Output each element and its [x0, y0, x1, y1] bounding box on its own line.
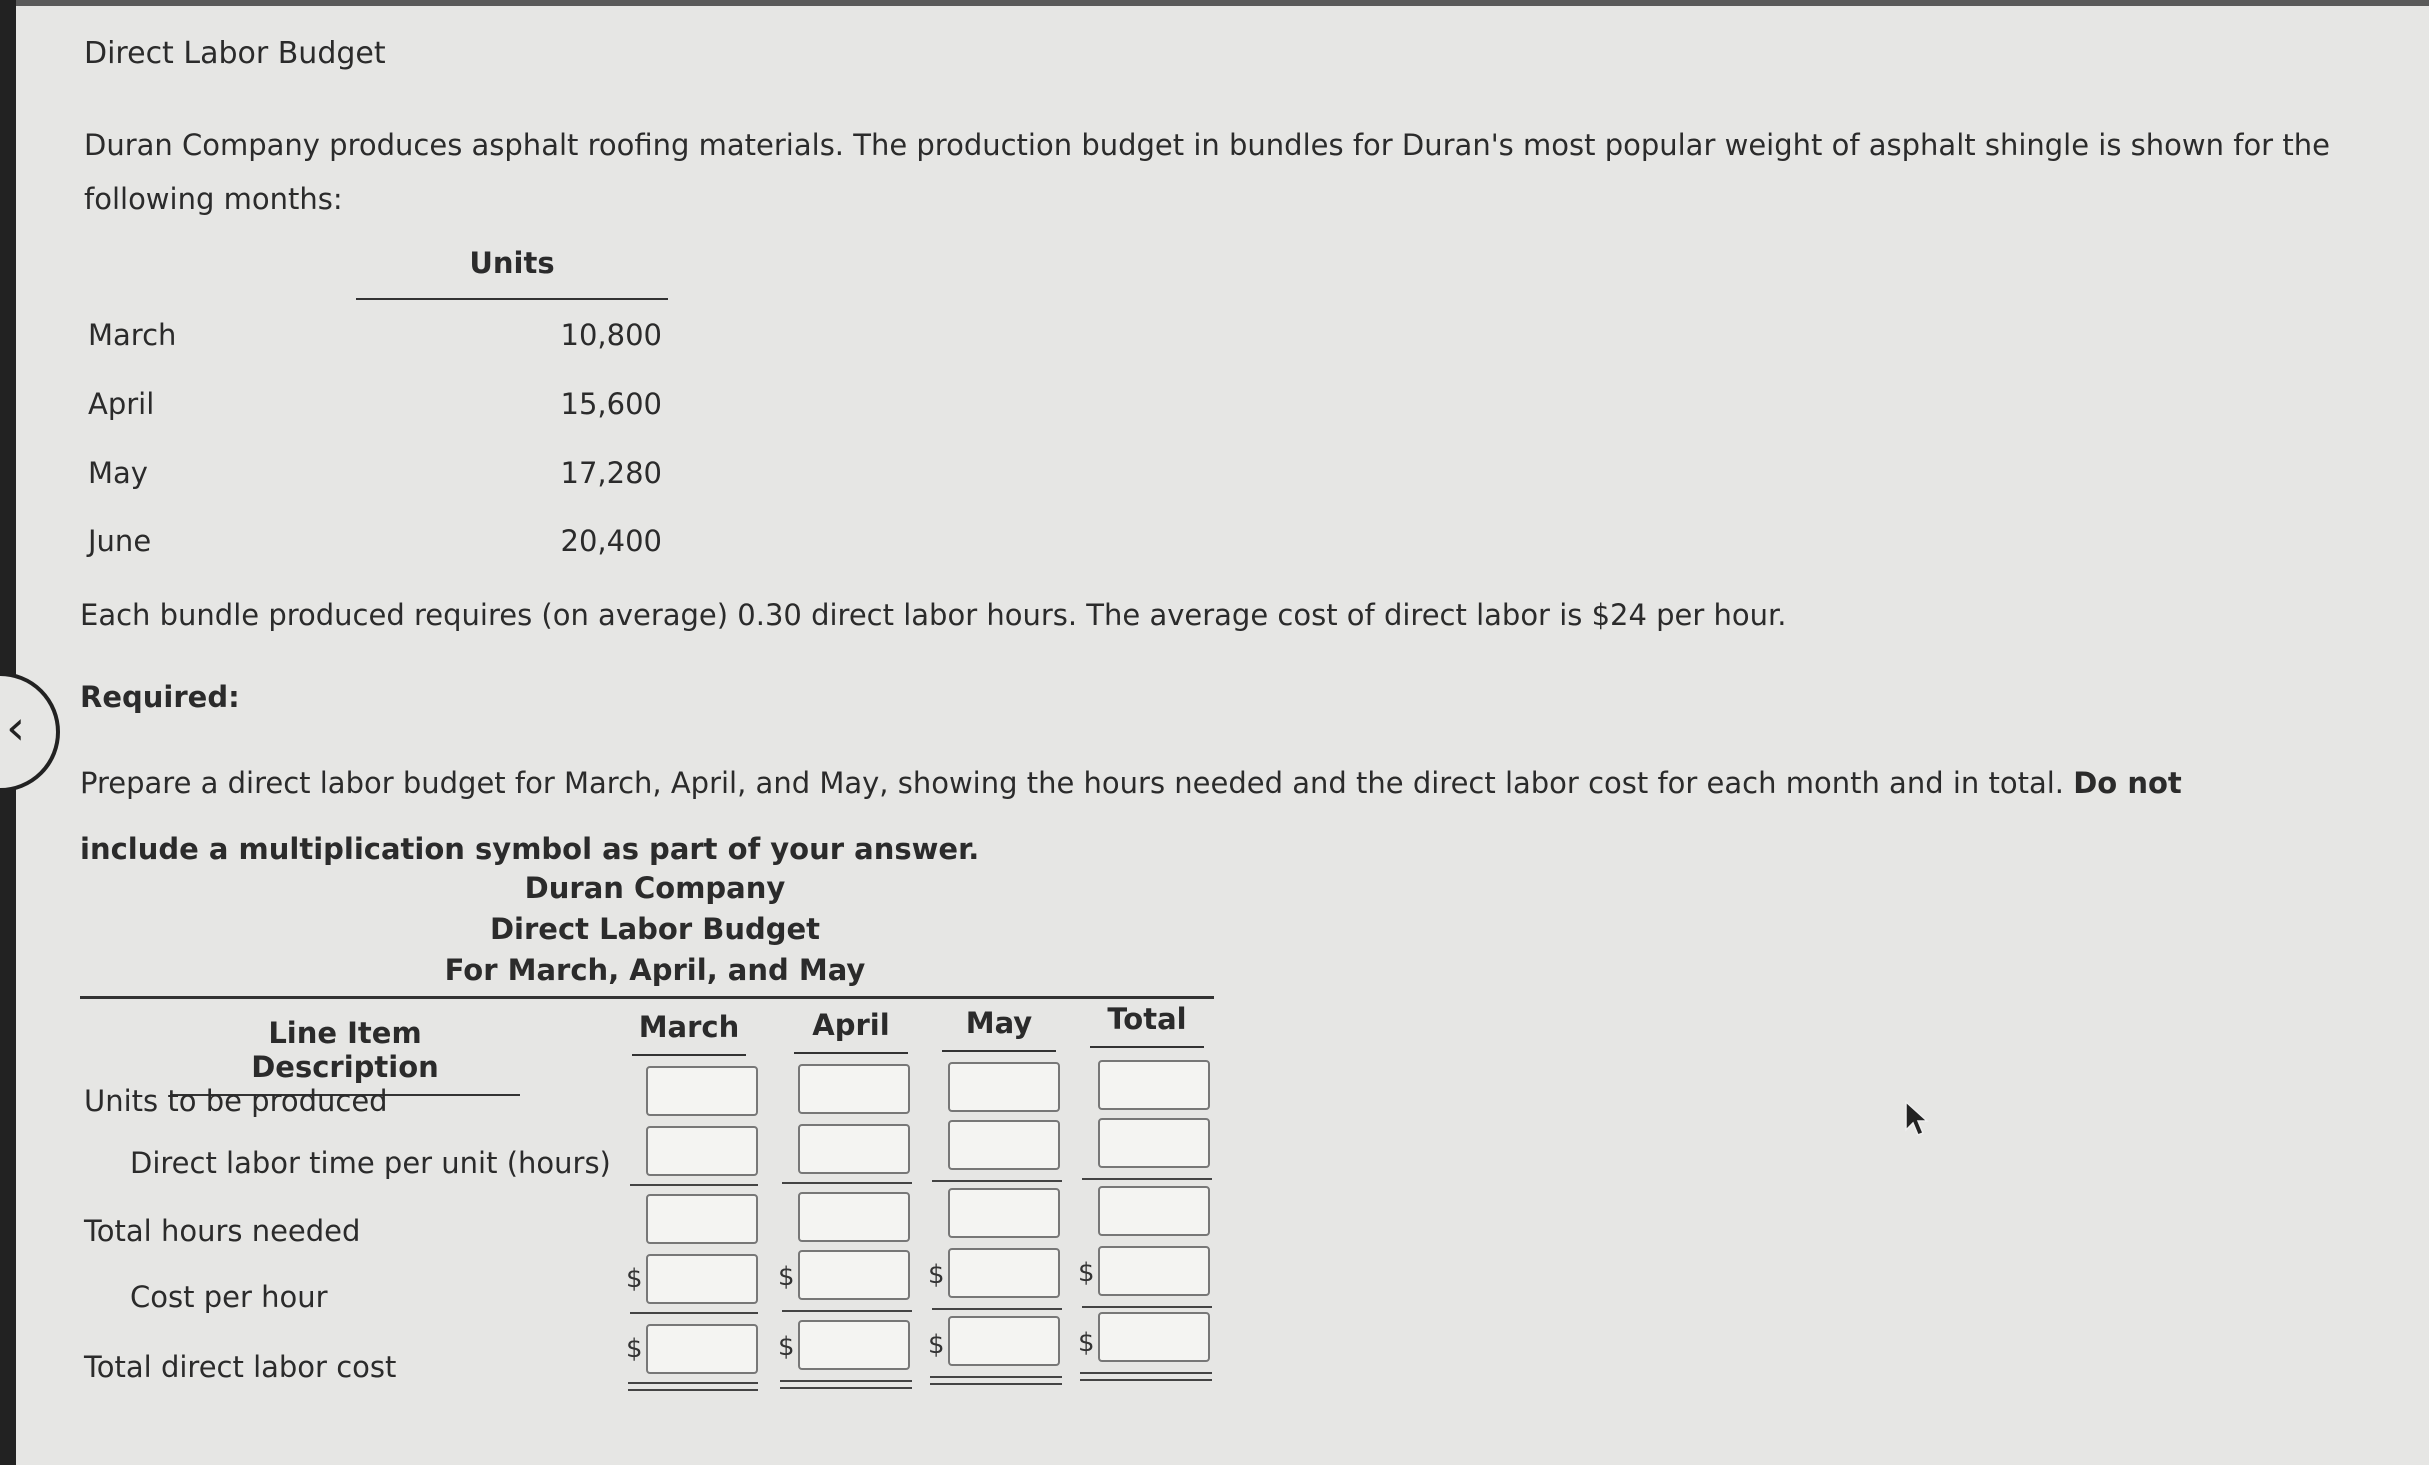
units-month: March: [88, 318, 177, 352]
budget-heading: [80, 868, 1230, 999]
row-label-total-cost: Total direct labor cost: [84, 1350, 397, 1384]
chevron-left-icon: ‹: [6, 700, 26, 756]
row-label-units: Units to be produced: [84, 1084, 388, 1118]
may-time-per-unit-input[interactable]: [948, 1120, 1060, 1170]
budget-period: For March, April, and May: [444, 953, 866, 987]
currency-symbol: $: [626, 1334, 643, 1364]
column-header-total: Total: [1090, 1002, 1204, 1048]
units-row: [88, 524, 668, 564]
units-value: 10,800: [560, 318, 662, 352]
column-header-description: Line Item Description: [170, 1016, 520, 1096]
subtotal-rule: [1082, 1306, 1212, 1308]
column-header-may: May: [942, 1006, 1056, 1052]
required-label: Required:: [80, 680, 240, 714]
screen-top-edge: [0, 0, 2429, 6]
currency-symbol: $: [928, 1260, 945, 1290]
row-label-total-hours: Total hours needed: [84, 1214, 361, 1248]
column-header-april: April: [794, 1008, 908, 1054]
total-double-rule: [628, 1382, 758, 1391]
units-month: April: [88, 387, 155, 421]
units-month: June: [88, 524, 152, 558]
units-value: 15,600: [560, 387, 662, 421]
march-cost-per-hour-input[interactable]: [646, 1254, 758, 1304]
instructions: [80, 750, 2280, 882]
may-units-input[interactable]: [948, 1062, 1060, 1112]
mouse-cursor-icon: [1904, 1100, 1930, 1140]
march-units-input[interactable]: [646, 1066, 758, 1116]
budget-company: Duran Company: [524, 871, 786, 905]
currency-symbol: $: [626, 1264, 643, 1294]
units-month: May: [88, 456, 148, 490]
intro-text: Duran Company produces asphalt roofing materials. The production budget in bundles for Duran's most popular weight of asphalt shingle is shown for the following months:: [84, 128, 2330, 216]
subtotal-rule: [1082, 1178, 1212, 1180]
units-row: [88, 456, 668, 496]
budget-name: Direct Labor Budget: [489, 912, 821, 946]
subtotal-rule: [630, 1184, 758, 1186]
units-header: Units: [356, 246, 668, 300]
total-double-rule: [780, 1380, 912, 1389]
currency-symbol: $: [1078, 1258, 1095, 1288]
currency-symbol: $: [778, 1262, 795, 1292]
units-row: [88, 387, 668, 427]
back-button[interactable]: [0, 672, 60, 792]
total-cost-per-hour-input[interactable]: [1098, 1246, 1210, 1296]
total-units-input[interactable]: [1098, 1060, 1210, 1110]
currency-symbol: $: [778, 1332, 795, 1362]
instructions-bold: Do not include a multiplication symbol as part of your answer.: [80, 766, 2182, 866]
subtotal-rule: [782, 1182, 912, 1184]
total-double-rule: [1080, 1372, 1212, 1381]
total-total-cost-input[interactable]: [1098, 1312, 1210, 1362]
subtotal-rule: [782, 1310, 912, 1312]
may-total-cost-input[interactable]: [948, 1316, 1060, 1366]
info-text: Each bundle produced requires (on average) 0.30 direct labor hours. The average cost of direct labor is $24 per hour.: [80, 598, 1787, 632]
total-double-rule: [930, 1376, 1062, 1385]
april-total-hours-input[interactable]: [798, 1192, 910, 1242]
total-time-per-unit-input[interactable]: [1098, 1118, 1210, 1168]
april-cost-per-hour-input[interactable]: [798, 1250, 910, 1300]
total-total-hours-input[interactable]: [1098, 1186, 1210, 1236]
april-total-cost-input[interactable]: [798, 1320, 910, 1370]
column-header-march: March: [632, 1010, 746, 1056]
april-time-per-unit-input[interactable]: [798, 1124, 910, 1174]
page-title: Direct Labor Budget: [84, 36, 386, 71]
heading-rule: [80, 996, 1214, 999]
march-total-hours-input[interactable]: [646, 1194, 758, 1244]
subtotal-rule: [932, 1180, 1062, 1182]
may-total-hours-input[interactable]: [948, 1188, 1060, 1238]
march-time-per-unit-input[interactable]: [646, 1126, 758, 1176]
may-cost-per-hour-input[interactable]: [948, 1248, 1060, 1298]
currency-symbol: $: [1078, 1328, 1095, 1358]
row-label-cost-per-hour: Cost per hour: [130, 1280, 328, 1314]
april-units-input[interactable]: [798, 1064, 910, 1114]
units-value: 20,400: [560, 524, 662, 558]
units-row: [88, 318, 668, 358]
subtotal-rule: [630, 1312, 758, 1314]
subtotal-rule: [932, 1308, 1062, 1310]
instructions-text: Prepare a direct labor budget for March, April, and May, showing the hours needed and the direct labor cost for each month and in total.: [80, 766, 2065, 800]
currency-symbol: $: [928, 1330, 945, 1360]
march-total-cost-input[interactable]: [646, 1324, 758, 1374]
units-value: 17,280: [560, 456, 662, 490]
row-label-time-per-unit: Direct labor time per unit (hours): [130, 1146, 611, 1180]
